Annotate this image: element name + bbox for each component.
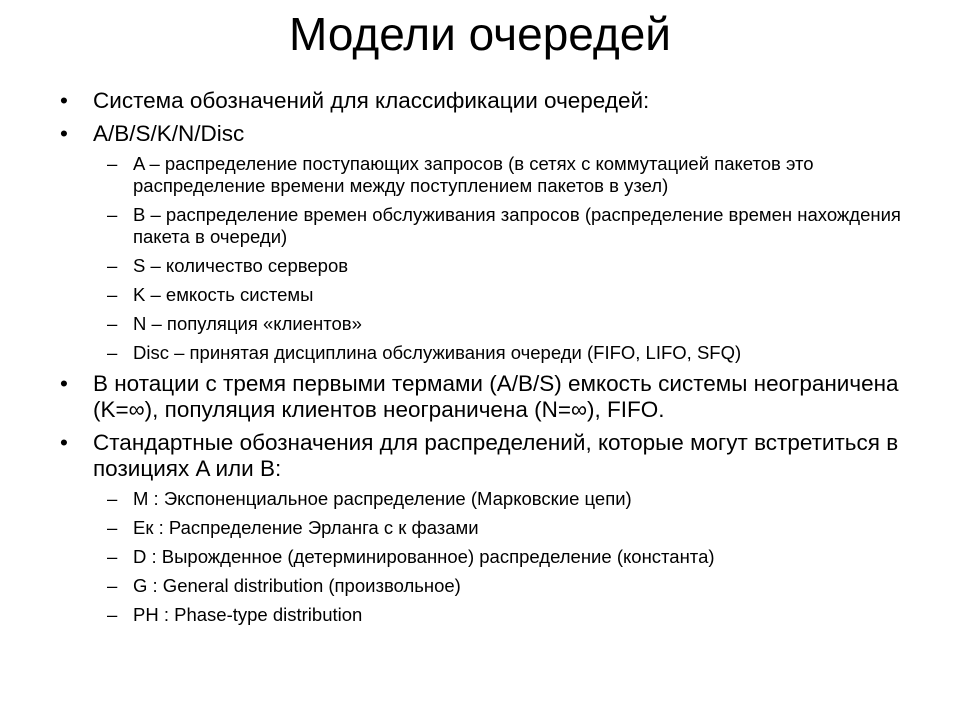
slide-title: Модели очередей [288,8,671,60]
sub-item-text: D : Вырожденное (детерминированное) распределение (константа) [133,546,715,567]
sub-list [107,153,920,364]
sub-item-text: PH : Phase-type distribution [133,604,363,625]
sub-item-text: M : Экспоненциальное распределение (Марковские цепи) [133,488,632,509]
bullet-text: Стандартные обозначения для распределений, которые могут встретиться в позициях A или B: [93,430,899,481]
bullet-text: A/B/S/K/N/Disc [93,121,245,146]
dash-icon: – [107,284,118,305]
sub-item [107,313,920,335]
sub-item [107,575,920,597]
sub-item [107,204,920,248]
sub-item [107,604,920,626]
dash-icon: – [107,575,118,596]
bullet-icon: • [60,430,68,455]
bullet-icon: • [60,88,68,113]
sub-item-text: G : General distribution (произвольное) [133,575,461,596]
bullet-list [60,88,920,626]
sub-item-text: Eк : Распределение Эрланга с к фазами [133,517,479,538]
dash-icon: – [107,604,118,625]
bullet-item [60,371,920,423]
sub-list [107,488,920,626]
sub-item [107,153,920,197]
bullet-item [60,88,920,114]
sub-item [107,546,920,568]
bullet-text: В нотации с тремя первыми термами (A/B/S) емкость системы неограничена (K=∞), популяция клиентов неограничена (N=∞), FIFO. [93,371,899,422]
bullet-icon: • [60,121,68,146]
dash-icon: – [107,546,118,567]
slide-content [60,88,920,633]
dash-icon: – [107,153,118,174]
dash-icon: – [107,488,118,509]
bullet-item [60,121,920,364]
dash-icon: – [107,517,118,538]
sub-item-text: K – емкость системы [133,284,314,305]
bullet-text: Система обозначений для классификации очередей: [93,88,650,113]
dash-icon: – [107,255,118,276]
sub-item [107,284,920,306]
sub-item-text: Disc – принятая дисциплина обслуживания очереди (FIFO, LIFO, SFQ) [133,342,742,363]
sub-item-text: S – количество серверов [133,255,349,276]
sub-item [107,488,920,510]
sub-item [107,342,920,364]
bullet-icon: • [60,371,68,396]
sub-item [107,255,920,277]
dash-icon: – [107,342,118,363]
dash-icon: – [107,204,118,225]
sub-item-text: A – распределение поступающих запросов (в сетях с коммутацией пакетов это распределение времени между поступлением пакетов в узел) [133,153,814,196]
bullet-item [60,430,920,626]
sub-item [107,517,920,539]
dash-icon: – [107,313,118,334]
sub-item-text: B – распределение времен обслуживания запросов (распределение времен нахождения пакета в очереди) [133,204,901,247]
sub-item-text: N – популяция «клиентов» [133,313,362,334]
